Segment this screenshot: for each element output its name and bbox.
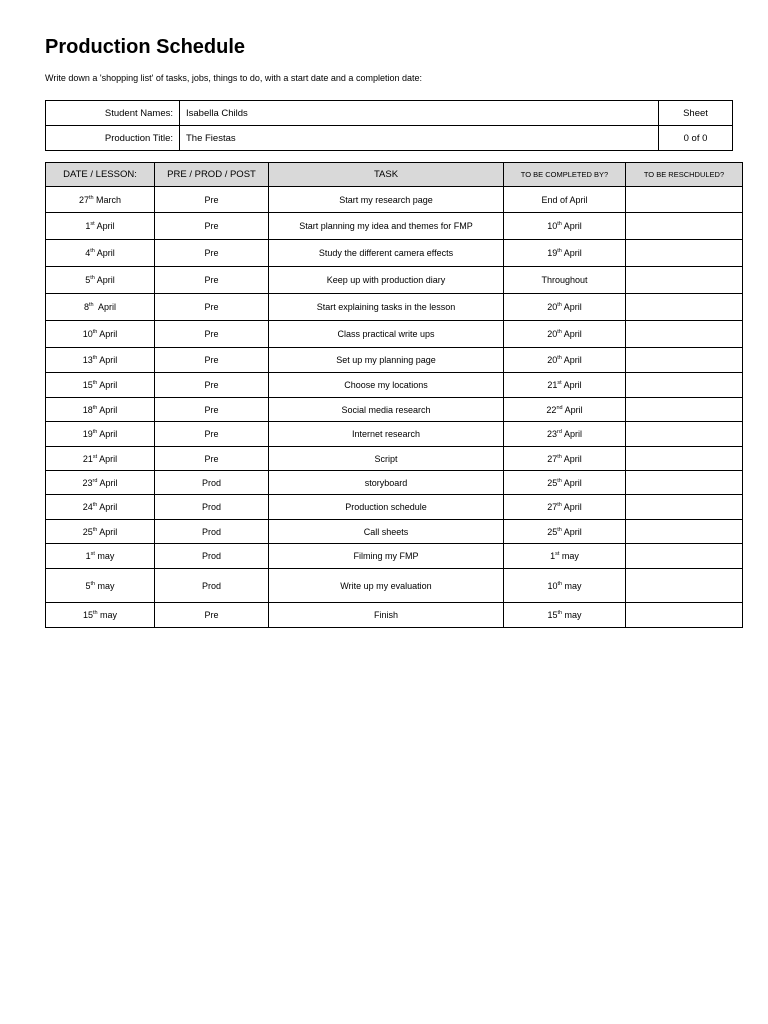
date-day: 1 xyxy=(85,221,91,231)
due-day: 10 xyxy=(547,221,558,231)
due-suffix: th xyxy=(557,502,562,508)
row-rescheduled xyxy=(626,520,743,544)
row-completed-by xyxy=(504,495,626,520)
row-phase: Pre xyxy=(155,294,269,321)
date-suffix: th xyxy=(90,248,95,254)
row-rescheduled xyxy=(626,187,743,213)
table-row xyxy=(46,544,743,569)
due-day: 27 xyxy=(547,502,558,512)
table-row xyxy=(46,213,743,240)
table-row xyxy=(46,398,743,422)
header-completed-by: TO BE COMPLETED BY? xyxy=(504,163,626,187)
schedule-header-row xyxy=(46,163,743,187)
table-row xyxy=(46,267,743,294)
student-names-label: Student Names: xyxy=(46,101,180,126)
row-rescheduled xyxy=(626,373,743,398)
row-phase: Prod xyxy=(155,495,269,520)
due-rest: April xyxy=(561,329,582,339)
date-suffix: th xyxy=(88,194,94,201)
due-day: 21 xyxy=(547,380,558,390)
row-phase: Pre xyxy=(155,321,269,348)
row-rescheduled xyxy=(626,213,743,240)
date-suffix: th xyxy=(92,610,98,616)
date-day: 4 xyxy=(85,248,91,258)
due-rest: April xyxy=(561,453,582,464)
due-rest: April xyxy=(561,380,582,390)
date-rest: April xyxy=(97,380,118,390)
info-table xyxy=(45,100,733,151)
date-rest: April xyxy=(97,355,118,365)
date-suffix: th xyxy=(92,404,98,411)
due-rest: April xyxy=(561,248,582,258)
due-suffix: th xyxy=(557,302,562,308)
date-rest: April xyxy=(97,526,118,537)
date-suffix: th xyxy=(92,380,98,386)
due-rest: April xyxy=(561,355,582,365)
row-task: Keep up with production diary xyxy=(269,267,504,294)
row-rescheduled xyxy=(626,294,743,321)
due-rest: End of April xyxy=(541,194,588,205)
date-suffix: th xyxy=(92,329,98,335)
date-day: 15 xyxy=(82,610,93,620)
row-date xyxy=(46,187,155,213)
date-rest: may xyxy=(97,610,118,620)
due-rest: may xyxy=(562,610,582,620)
due-day: 20 xyxy=(547,302,558,312)
row-phase: Pre xyxy=(155,398,269,422)
row-completed-by xyxy=(504,471,626,495)
row-date xyxy=(46,267,155,294)
row-date xyxy=(46,213,155,240)
schedule-body xyxy=(46,187,743,628)
table-row xyxy=(46,495,743,520)
row-rescheduled xyxy=(626,348,743,373)
row-date xyxy=(46,603,155,628)
due-day: 27 xyxy=(547,453,558,464)
date-day: 23 xyxy=(82,477,93,488)
row-phase: Prod xyxy=(155,544,269,569)
row-completed-by xyxy=(504,398,626,422)
due-rest: April xyxy=(562,404,583,415)
due-suffix: nd xyxy=(556,404,563,411)
row-rescheduled xyxy=(626,471,743,495)
table-row xyxy=(46,373,743,398)
date-day: 24 xyxy=(82,502,93,512)
header-task: TASK xyxy=(269,163,504,187)
row-phase: Pre xyxy=(155,422,269,447)
row-rescheduled xyxy=(626,321,743,348)
row-rescheduled xyxy=(626,398,743,422)
row-task: storyboard xyxy=(269,471,504,495)
due-day: 25 xyxy=(547,526,558,537)
row-task: Script xyxy=(269,447,504,471)
row-rescheduled xyxy=(626,569,743,603)
row-phase: Pre xyxy=(155,348,269,373)
due-suffix: th xyxy=(557,248,562,254)
row-task: Social media research xyxy=(269,398,504,422)
row-completed-by xyxy=(504,447,626,471)
row-task: Production schedule xyxy=(269,495,504,520)
due-suffix: st xyxy=(555,551,560,557)
due-rest: may xyxy=(562,580,582,591)
due-rest: Throughout xyxy=(541,275,588,285)
row-task: Write up my evaluation xyxy=(269,569,504,603)
schedule-table xyxy=(45,162,743,628)
due-rest: April xyxy=(561,221,582,231)
row-task: Internet research xyxy=(269,422,504,447)
date-day: 5 xyxy=(85,275,91,285)
date-rest: April xyxy=(94,221,115,231)
due-rest: April xyxy=(561,502,582,512)
due-day: 19 xyxy=(547,248,558,258)
date-suffix: th xyxy=(90,580,96,587)
date-day: 25 xyxy=(82,526,93,537)
row-completed-by xyxy=(504,373,626,398)
date-rest: may xyxy=(95,580,115,591)
date-rest: may xyxy=(94,551,115,561)
due-day: 23 xyxy=(547,429,558,439)
row-date xyxy=(46,471,155,495)
row-task: Start my research page xyxy=(269,187,504,213)
date-day: 1 xyxy=(85,551,91,561)
page-title: Production Schedule xyxy=(45,36,246,58)
row-phase: Prod xyxy=(155,569,269,603)
due-suffix: th xyxy=(557,580,563,587)
row-completed-by xyxy=(504,213,626,240)
due-suffix: th xyxy=(557,453,562,460)
date-day: 5 xyxy=(85,580,91,591)
row-date xyxy=(46,447,155,471)
row-completed-by xyxy=(504,422,626,447)
row-phase: Prod xyxy=(155,471,269,495)
row-phase: Pre xyxy=(155,267,269,294)
due-day: 22 xyxy=(546,404,557,415)
table-row xyxy=(46,569,743,603)
row-completed-by xyxy=(504,267,626,294)
due-suffix: th xyxy=(557,610,563,616)
row-date xyxy=(46,569,155,603)
table-row xyxy=(46,240,743,267)
due-suffix: st xyxy=(557,380,562,386)
row-phase: Pre xyxy=(155,603,269,628)
date-day: 15 xyxy=(82,380,93,390)
table-row xyxy=(46,294,743,321)
row-completed-by xyxy=(504,544,626,569)
row-rescheduled xyxy=(626,603,743,628)
date-day: 8 xyxy=(83,302,89,312)
date-suffix: st xyxy=(92,453,98,460)
date-day: 18 xyxy=(82,404,93,415)
row-date xyxy=(46,398,155,422)
table-row xyxy=(46,321,743,348)
row-rescheduled xyxy=(626,422,743,447)
row-date xyxy=(46,321,155,348)
due-rest: April xyxy=(561,302,582,312)
row-task: Choose my locations xyxy=(269,373,504,398)
table-row xyxy=(46,187,743,213)
date-suffix: th xyxy=(88,302,94,308)
date-suffix: st xyxy=(90,551,95,557)
row-task: Study the different camera effects xyxy=(269,240,504,267)
due-rest: April xyxy=(561,429,582,439)
row-task: Set up my planning page xyxy=(269,348,504,373)
row-task: Filming my FMP xyxy=(269,544,504,569)
due-suffix: th xyxy=(557,329,562,335)
date-suffix: th xyxy=(92,429,98,435)
date-rest: April xyxy=(97,429,118,439)
table-row xyxy=(46,520,743,544)
row-phase: Pre xyxy=(155,240,269,267)
row-date xyxy=(46,520,155,544)
date-rest: April xyxy=(94,275,115,285)
due-suffix: rd xyxy=(557,429,562,435)
row-rescheduled xyxy=(626,495,743,520)
date-day: 21 xyxy=(82,453,93,464)
date-suffix: th xyxy=(92,526,98,533)
due-suffix: th xyxy=(557,355,562,361)
table-row xyxy=(46,471,743,495)
table-row xyxy=(46,422,743,447)
row-completed-by xyxy=(504,187,626,213)
date-day: 10 xyxy=(82,329,93,339)
date-rest: April xyxy=(94,248,115,258)
row-rescheduled xyxy=(626,240,743,267)
due-rest: may xyxy=(559,551,579,561)
due-day: 20 xyxy=(547,355,558,365)
row-date xyxy=(46,348,155,373)
row-task: Finish xyxy=(269,603,504,628)
row-task: Class practical write ups xyxy=(269,321,504,348)
row-phase: Pre xyxy=(155,447,269,471)
row-task: Start explaining tasks in the lesson xyxy=(269,294,504,321)
row-phase: Pre xyxy=(155,373,269,398)
row-date xyxy=(46,240,155,267)
row-phase: Prod xyxy=(155,520,269,544)
header-rescheduled: TO BE RESCHDULED? xyxy=(626,163,743,187)
production-title-label: Production Title: xyxy=(46,126,180,151)
row-date xyxy=(46,373,155,398)
date-rest: April xyxy=(97,502,118,512)
date-suffix: st xyxy=(90,221,95,227)
date-suffix: th xyxy=(90,275,95,281)
row-completed-by xyxy=(504,294,626,321)
row-rescheduled xyxy=(626,544,743,569)
date-day: 19 xyxy=(82,429,93,439)
row-completed-by xyxy=(504,520,626,544)
row-completed-by xyxy=(504,603,626,628)
due-suffix: th xyxy=(557,526,562,533)
row-completed-by xyxy=(504,569,626,603)
sheet-value: 0 of 0 xyxy=(659,126,733,151)
row-date xyxy=(46,422,155,447)
date-rest: April xyxy=(97,477,118,488)
date-rest: March xyxy=(93,194,122,205)
due-day: 10 xyxy=(547,580,558,591)
date-suffix: th xyxy=(92,355,98,361)
student-names-value: Isabella Childs xyxy=(180,101,659,126)
date-suffix: rd xyxy=(92,477,98,484)
row-completed-by xyxy=(504,348,626,373)
header-pre-prod-post: PRE / PROD / POST xyxy=(155,163,269,187)
row-rescheduled xyxy=(626,267,743,294)
due-day: 20 xyxy=(547,329,558,339)
date-rest: April xyxy=(97,329,118,339)
due-suffix: th xyxy=(557,477,562,484)
info-row-student xyxy=(46,101,733,126)
sheet-label: Sheet xyxy=(659,101,733,126)
production-title-value: The Fiestas xyxy=(180,126,659,151)
table-row xyxy=(46,447,743,471)
row-date xyxy=(46,495,155,520)
due-day: 1 xyxy=(550,551,556,561)
due-rest: April xyxy=(561,477,582,488)
date-rest: April xyxy=(97,404,118,415)
date-rest: April xyxy=(93,302,117,312)
table-row xyxy=(46,603,743,628)
row-rescheduled xyxy=(626,447,743,471)
row-completed-by xyxy=(504,321,626,348)
due-day: 25 xyxy=(547,477,558,488)
row-completed-by xyxy=(504,240,626,267)
row-date xyxy=(46,544,155,569)
due-suffix: th xyxy=(557,221,562,227)
due-rest: April xyxy=(561,526,582,537)
intro-text: Write down a 'shopping list' of tasks, jobs, things to do, with a start date and a completion date: xyxy=(45,73,422,83)
info-row-production xyxy=(46,126,733,151)
date-suffix: th xyxy=(92,502,98,508)
row-phase: Pre xyxy=(155,187,269,213)
date-day: 27 xyxy=(78,194,89,205)
row-task: Start planning my idea and themes for FMP xyxy=(269,213,504,240)
row-phase: Pre xyxy=(155,213,269,240)
date-rest: April xyxy=(97,453,118,464)
header-date-lesson: DATE / LESSON: xyxy=(46,163,155,187)
due-day: 15 xyxy=(547,610,558,620)
row-date xyxy=(46,294,155,321)
date-day: 13 xyxy=(82,355,93,365)
row-task: Call sheets xyxy=(269,520,504,544)
table-row xyxy=(46,348,743,373)
